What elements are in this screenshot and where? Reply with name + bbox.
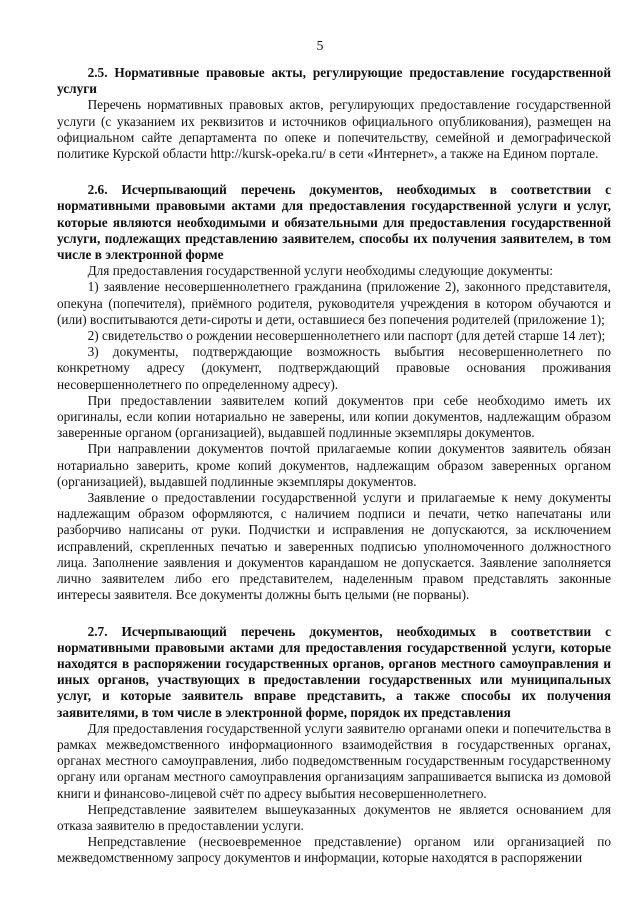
section-2-6-paragraph: При направлении документов почтой прилагаемые копии документов заявитель обязан нотариально заверить, кроме копий документов, надлежащим образом заверенных органом (организацией), выдавшей подлинные экземпляры документов. bbox=[57, 441, 611, 489]
section-2-7-paragraph: Непредставление заявителем вышеуказанных документов не является основанием для отказа заявителю в предоставлении услуги. bbox=[57, 801, 611, 833]
section-2-6-paragraph: Для предоставления государственной услуги необходимы следующие документы: bbox=[87, 263, 553, 279]
section-gap bbox=[57, 162, 611, 182]
section-2-6-paragraph: При предоставлении заявителем копий документов при себе необходимо иметь их оригиналы, если копии нотариально не заверены, или копии документов, надлежащим образом заверенные органом (организацией), выдавшей подлинные экземпляры документов. bbox=[57, 392, 611, 441]
section-2-6-list-item-3: 3) документы, подтверждающие возможность выбытия несовершеннолетнего по конкретному адресу (документ, подтверждающий правовые основания проживания несовершеннолетнего по определенному адресу). bbox=[57, 344, 611, 392]
section-2-5 bbox=[57, 65, 611, 162]
section-2-5-heading: 2.5. Нормативные правовые акты, регулирующие предоставление государственной услуги bbox=[57, 65, 611, 97]
section-2-6 bbox=[57, 182, 611, 603]
page-content bbox=[57, 65, 611, 867]
section-gap bbox=[57, 604, 611, 624]
section-2-6-paragraph: Заявление о предоставлении государственной услуги и прилагаемые к нему документы надлежащим образом оформляются, с наличием подписи и печати, четко напечатаны или разборчиво написаны от руки. Подчистки и исправления не допускаются, за исключением исправлений, скрепленных печатью и заверенных подписью уполномоченного должностного лица. Заполнение заявления и документов карандашом не допускается. Заявление заполняется лично заявителем либо его представителем, наделенным правом представлять законные интересы заявителя. Все документы должны быть целыми (не порваны). bbox=[57, 490, 611, 603]
section-2-7-paragraph: Для предоставления государственной услуги заявителю органами опеки и попечительства в рамках межведомственного информационного взаимодействия в государственных органах, органах местного самоуправления, либо подведомственным государственным государственному органу или органам местного самоуправления организациям запрашивается выписка из домовой книги и финансово-лицевой счёт по адресу выбытия несовершеннолетнего. bbox=[57, 720, 611, 801]
section-2-7-heading: 2.7. Исчерпывающий перечень документов, необходимых в соответствии с нормативными правовыми актами для предоставления государственной услуги, которые находятся в распоряжении государственных органов, органов местного самоуправления и иных органов, участвующих в предоставлении государственных или муниципальных услуг, и которые заявитель вправе представить, а также способы их получения заявителями, в том числе в электронной форме, порядок их представления bbox=[57, 623, 611, 720]
section-2-6-heading: 2.6. Исчерпывающий перечень документов, необходимых в соответствии с нормативными правовыми актами для предоставления государственной услуги и услуг, которые являются необходимыми и обязательными для предоставления государственной услуги, подлежащих представлению заявителем, способы их получения заявителем, в том числе в электронной форме bbox=[57, 182, 611, 263]
section-2-7-paragraph: Непредставление (несвоевременное представление) органом или организацией по межведомственному запросу документов и информации, которые находятся в распоряжении bbox=[57, 834, 611, 866]
section-2-5-paragraph: Перечень нормативных правовых актов, регулирующих предоставление государственной услуги (с указанием их реквизитов и источников официального опубликования), размещен на официальном сайте департамента по опеке и попечительству, семейной и демографической политике Курской области http://kursk-opeka.ru/ в сети «Интернет», а также на Едином портале. bbox=[57, 97, 611, 162]
page-number: 5 bbox=[316, 38, 324, 53]
section-2-7 bbox=[57, 624, 611, 867]
section-2-6-list-item-1: 1) заявление несовершеннолетнего гражданина (приложение 2), законного представителя, опекуна (попечителя), приёмного родителя, руководителя учреждения в котором обучаются и (или) воспитываются дети-сироты и дети, оставшиеся без попечения родителей (приложение 1); bbox=[57, 279, 611, 327]
section-2-6-list-item-2: 2) свидетельство о рождении несовершеннолетнего или паспорт (для детей старше 14 лет); bbox=[87, 328, 606, 344]
